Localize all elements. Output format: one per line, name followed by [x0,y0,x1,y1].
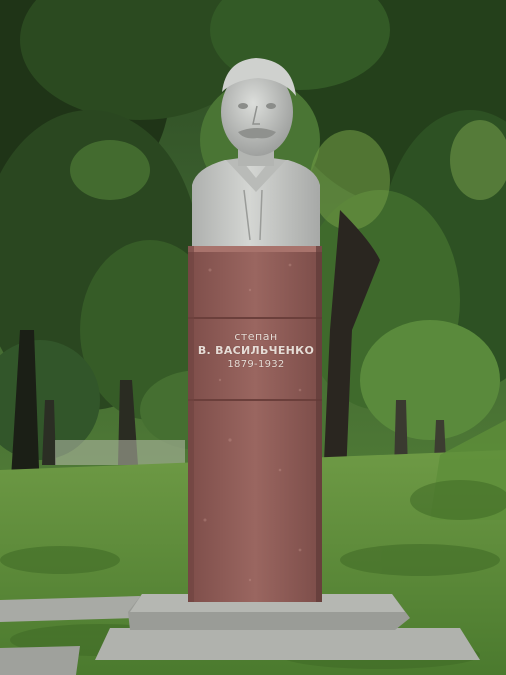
pedestal-inscription [190,330,322,372]
inscription-years: 1879-1932 [227,359,285,370]
paved-path [0,596,140,622]
granite-pedestal [188,246,322,602]
inscription-first-name: степан [234,330,278,343]
distant-building [55,440,185,465]
inscription-surname: В. ВАСИЛЬЧЕНКО [197,344,315,357]
